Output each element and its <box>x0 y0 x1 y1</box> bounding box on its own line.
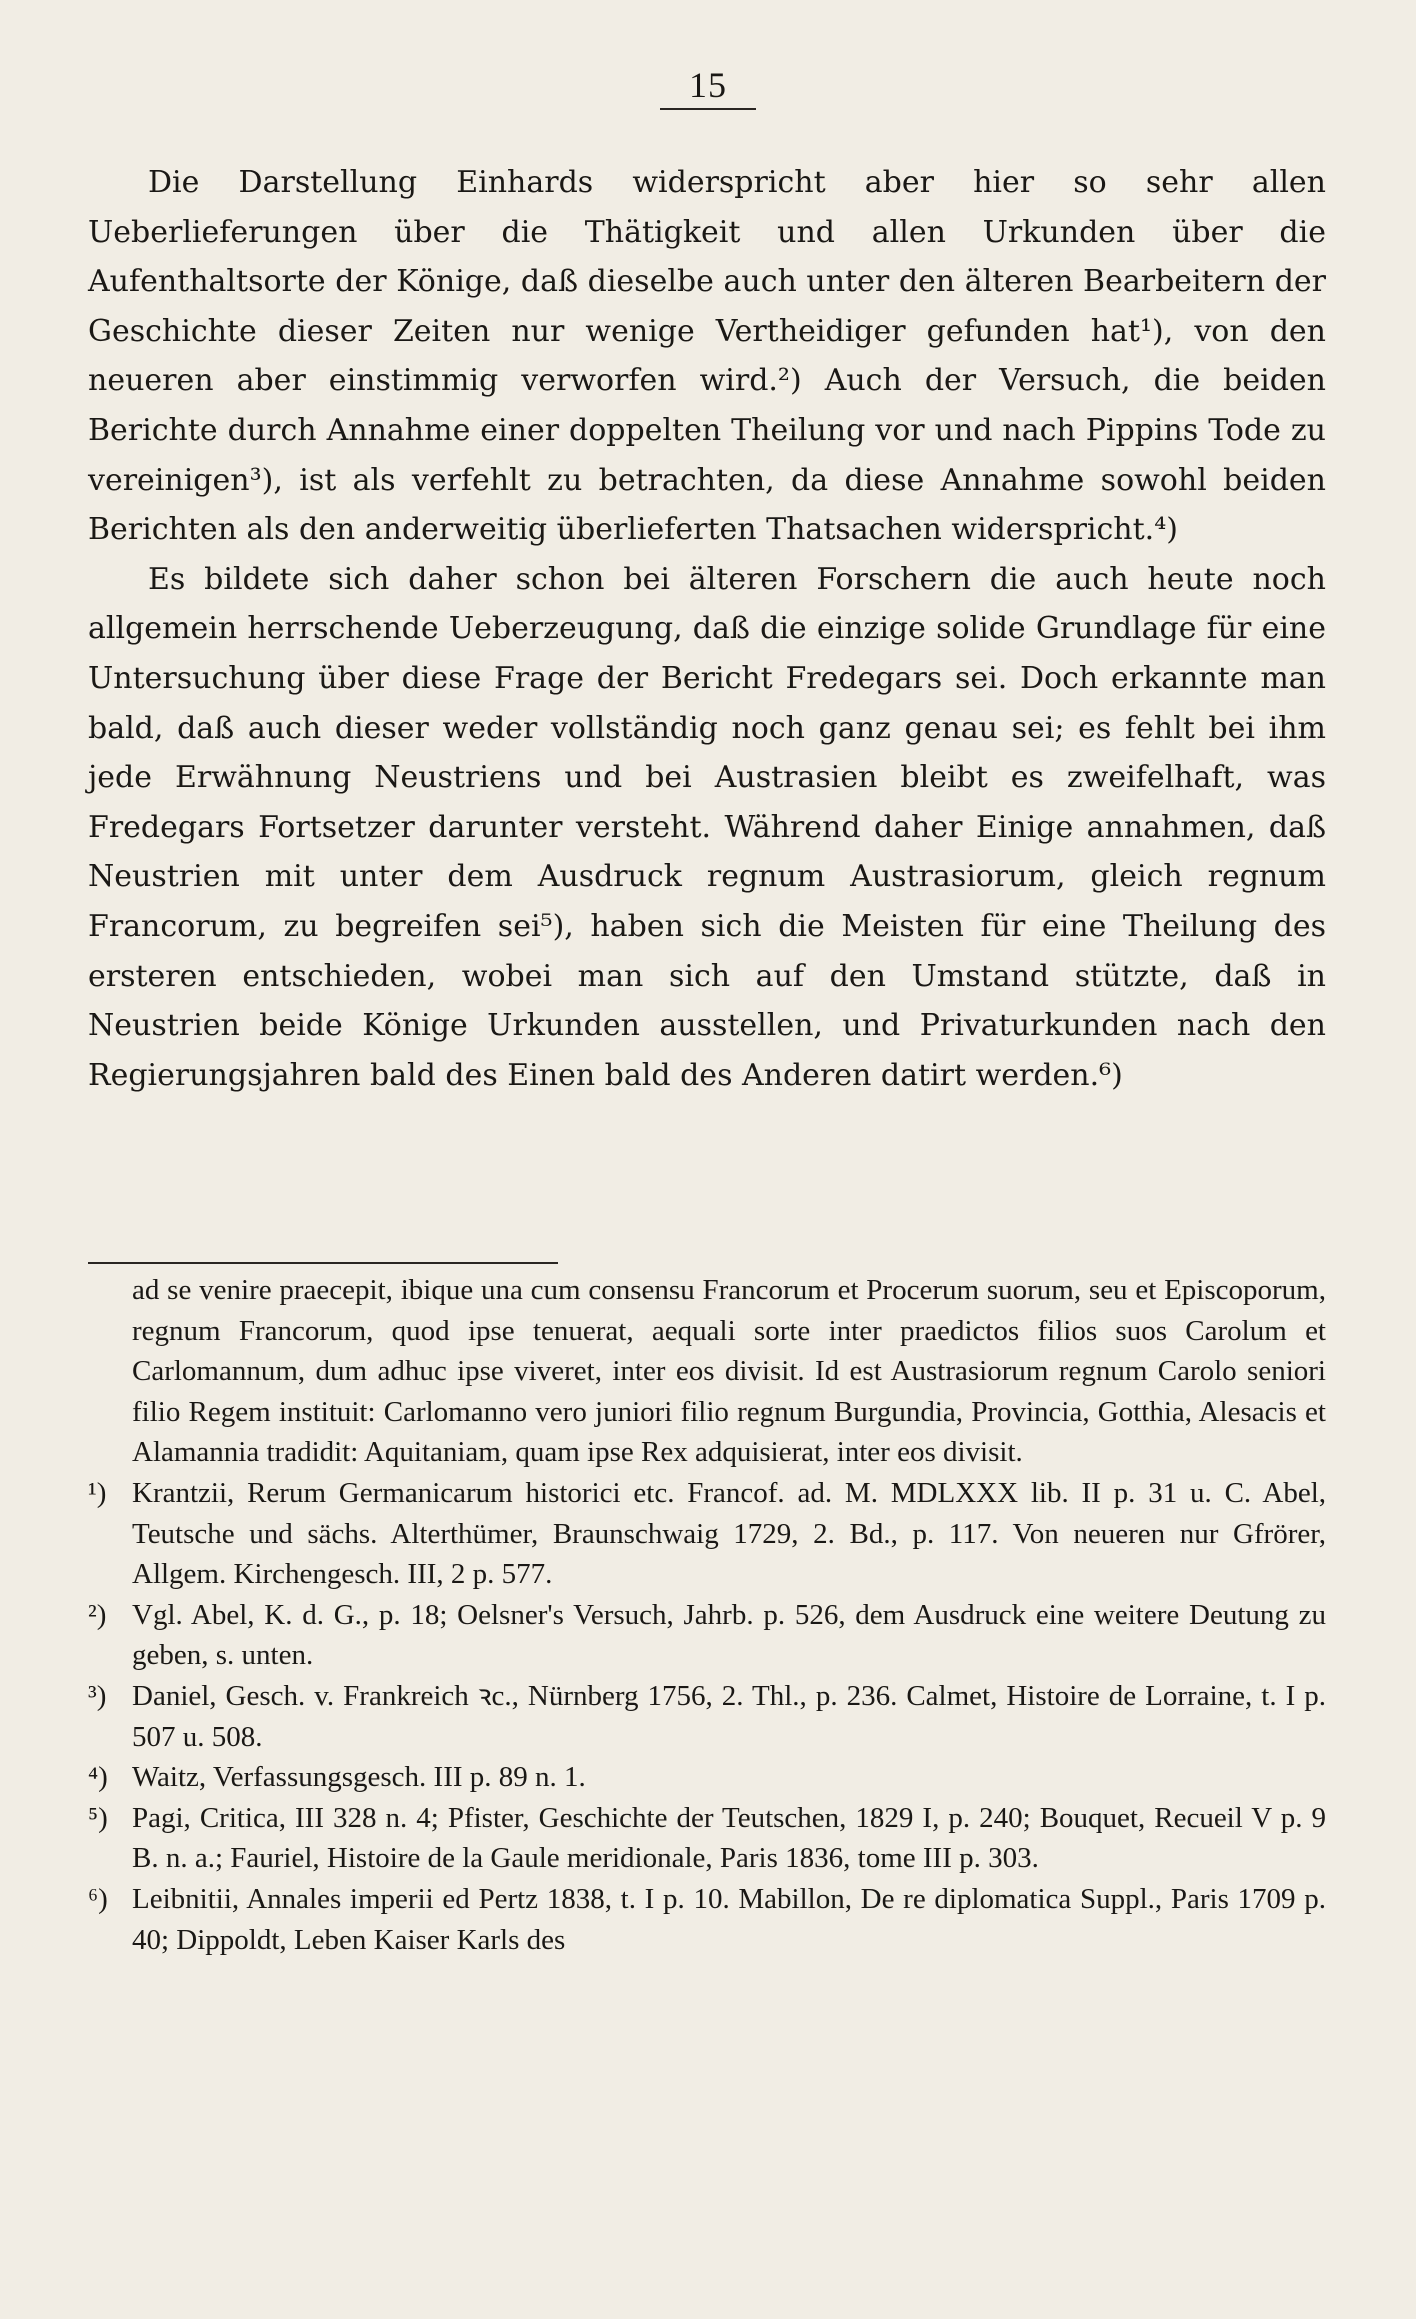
footnote-mark: ¹) <box>88 1476 107 1509</box>
footnote-1 <box>88 1473 1326 1595</box>
footnote-separator <box>88 1262 558 1264</box>
footnote-text: Waitz, Verfassungsgesch. III p. 89 n. 1. <box>132 1761 586 1794</box>
footnote-mark: ³) <box>88 1679 107 1712</box>
footnote-6 <box>88 1879 1326 1960</box>
footnotes <box>88 1270 1326 1960</box>
main-text <box>88 158 1326 1100</box>
paragraph-2: Es bildete sich daher schon bei älteren Forschern die auch heute noch allgemein herrschende Ueberzeugung, daß die einzige solide Grundlage für eine Untersuchung über diese Frage der Bericht Fredegars sei. Doch erkannte man bald, daß auch dieser weder vollständig noch ganz genau sei; es fehlt bei ihm jede Erwähnung Neustriens und bei Austrasien bleibt es zweifelhaft, was Fredegars Fortsetzer darunter versteht. Während daher Einige annahmen, daß Neustrien mit unter dem Ausdruck regnum Austrasiorum, gleich regnum Francorum, zu begreifen sei⁵), haben sich die Meisten für eine Theilung des ersteren entschieden, wobei man sich auf den Umstand stützte, daß in Neustrien beide Könige Urkunden ausstellen, und Privaturkunden nach den Regierungsjahren bald des Einen bald des Anderen datirt werden.⁶) <box>88 561 1326 1093</box>
page-number: 15 <box>689 65 727 105</box>
footnote-2 <box>88 1595 1326 1676</box>
footnote-text: Vgl. Abel, K. d. G., p. 18; Oelsner's Versuch, Jahrb. p. 526, dem Ausdruck eine weitere Deutung zu geben, s. unten. <box>132 1598 1326 1672</box>
page-number-underline <box>660 108 756 110</box>
footnote-mark: ²) <box>88 1598 107 1631</box>
footnote-5 <box>88 1798 1326 1879</box>
paragraph-1: Die Darstellung Einhards widerspricht aber hier so sehr allen Ueberlieferungen über die Thätigkeit und allen Urkunden über die Aufenthaltsorte der Könige, daß dieselbe auch unter den älteren Bearbeitern der Geschichte dieser Zeiten nur wenige Vertheidiger gefunden hat¹), von den neueren aber einstimmig verworfen wird.²) Auch der Versuch, die beiden Berichte durch Annahme einer doppelten Theilung vor und nach Pippins Tode zu vereinigen³), ist als verfehlt zu betrachten, da diese Annahme sowohl beiden Berichten als den anderweitig überlieferten Thatsachen widerspricht.⁴) <box>88 165 1326 548</box>
footnote-mark: ⁴) <box>88 1761 108 1794</box>
footnote-mark: ⁶) <box>88 1882 108 1915</box>
footnote-text: Daniel, Gesch. v. Frankreich ꝛc., Nürnberg 1756, 2. Thl., p. 236. Calmet, Histoire de Lorraine, t. I p. 507 u. 508. <box>132 1679 1326 1753</box>
footnote-4 <box>88 1757 1326 1798</box>
footnote-text: Krantzii, Rerum Germanicarum historici etc. Francof. ad. M. MDLXXX lib. II p. 31 u. C. Abel, Teutsche und sächs. Alterthümer, Braunschwaig 1729, 2. Bd., p. 117. Von neueren nur Gfrörer, Allgem. Kirchengesch. III, 2 p. 577. <box>132 1476 1326 1591</box>
footnote-text: Leibnitii, Annales imperii ed Pertz 1838, t. I p. 10. Mabillon, De re diplomatica Suppl., Paris 1709 p. 40; Dippoldt, Leben Kaiser Karls des <box>132 1882 1326 1956</box>
footnote-mark: ⁵) <box>88 1801 108 1834</box>
footnote-continuation: ad se venire praecepit, ibique una cum consensu Francorum et Procerum suorum, seu et Episcoporum, regnum Francorum, quod ipse tenuerat, aequali sorte inter praedictos filios suos Carolum et Carlomannum, dum adhuc ipse viveret, inter eos divisit. Id est Austrasiorum regnum Carolo seniori filio Regem instituit: Carlomanno vero juniori filio regnum Burgundia, Provincia, Gotthia, Alesacis et Alamannia tradidit: Aquitaniam, quam ipse Rex adquisierat, inter eos divisit. <box>132 1274 1326 1469</box>
footnote-text: Pagi, Critica, III 328 n. 4; Pfister, Geschichte der Teutschen, 1829 I, p. 240; Bouquet, Recueil V p. 9 B. n. a.; Fauriel, Histoire de la Gaule meridionale, Paris 1836, tome III p. 303. <box>132 1801 1326 1875</box>
footnote-3 <box>88 1676 1326 1757</box>
